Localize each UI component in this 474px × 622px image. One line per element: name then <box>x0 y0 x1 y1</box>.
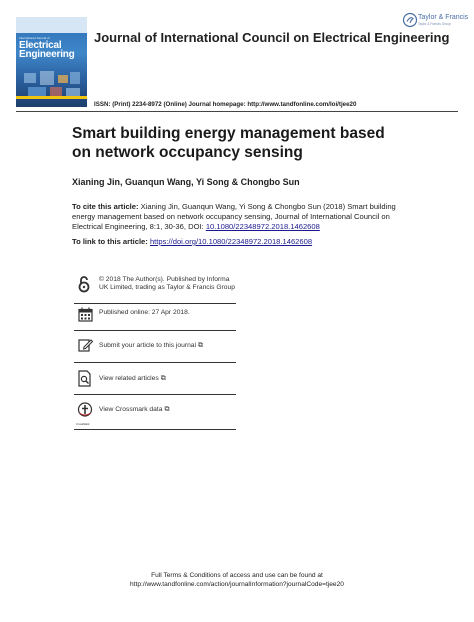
external-link-icon: ⧉ <box>198 342 204 349</box>
cover-accent-band <box>16 96 87 99</box>
crossmark-link[interactable] <box>99 406 235 414</box>
open-access-text: © 2018 The Author(s). Published by Informa UK Limited, trading as Taylor & Francis Group <box>99 276 235 292</box>
open-access-icon <box>78 275 90 293</box>
publisher-sub: Taylor & Francis Group <box>418 22 451 26</box>
header-divider <box>16 111 458 112</box>
citation-doi-link[interactable]: 10.1080/22348972.2018.1462608 <box>205 222 320 231</box>
article-link-block <box>72 237 312 246</box>
published-online-text: Published online: 27 Apr 2018. <box>99 309 190 316</box>
citation-label: To cite this article: <box>72 202 139 211</box>
external-link-icon: ⧉ <box>164 406 170 413</box>
calendar-icon <box>78 307 93 322</box>
citation-text: Xianing Jin, Guanqun Wang, Yi Song & Chongbo Sun (2018) Smart building energy management based on network occupancy sensing, Journal of International Council on Electrical Engineering, 8:1, 30-36, DOI: <box>72 202 396 231</box>
issn-homepage-line[interactable]: ISSN: (Print) 2234-8972 (Online) Journal homepage: http://www.tandfonline.com/loi/tjee20 <box>94 101 357 108</box>
footer <box>0 571 474 589</box>
submit-article-row[interactable] <box>74 331 236 363</box>
external-link-icon: ⧉ <box>160 375 166 382</box>
article-authors: Xianing Jin, Guanqun Wang, Yi Song & Chongbo Sun <box>72 177 300 187</box>
footer-terms-text: Full Terms & Conditions of access and use can be found at <box>151 572 323 579</box>
submit-article-label: Submit your article to this journal <box>99 342 197 349</box>
citation-block <box>72 202 402 232</box>
article-title: Smart building energy management based on network occupancy sensing <box>72 125 385 161</box>
related-articles-icon <box>78 370 92 387</box>
cover-top-strip <box>16 17 87 33</box>
crossmark-badge-text: CrossMark <box>76 422 90 426</box>
crossmark-icon <box>77 402 93 422</box>
taylor-francis-logo-icon <box>402 12 418 28</box>
journal-title[interactable]: Journal of International Council on Electrical Engineering <box>94 30 450 45</box>
related-articles-link[interactable] <box>99 375 235 383</box>
article-doi-link[interactable]: https://doi.org/10.1080/22348972.2018.1462608 <box>149 237 313 246</box>
crossmark-row[interactable] <box>74 395 236 430</box>
article-link-label: To link to this article: <box>72 237 148 246</box>
related-articles-label: View related articles <box>99 375 159 382</box>
cover-title <box>19 41 85 59</box>
submit-article-link[interactable] <box>99 342 235 350</box>
cover-journal-small: International Journal of <box>19 36 50 40</box>
journal-cover-image <box>16 17 87 107</box>
cover-title-line2: Engineering <box>19 49 75 60</box>
publisher-name: Taylor & Francis <box>418 14 469 21</box>
open-access-row <box>74 272 236 304</box>
related-articles-row[interactable] <box>74 363 236 395</box>
cover-title-line1: Electrical <box>19 40 62 51</box>
info-divider <box>74 429 236 430</box>
cover-circuit-art <box>22 69 82 99</box>
crossmark-label: View Crossmark data <box>99 406 163 413</box>
edit-icon <box>78 338 93 352</box>
footer-terms-link[interactable]: http://www.tandfonline.com/action/journalInformation?journalCode=tjee20 <box>130 581 344 588</box>
published-online-row <box>74 304 236 331</box>
